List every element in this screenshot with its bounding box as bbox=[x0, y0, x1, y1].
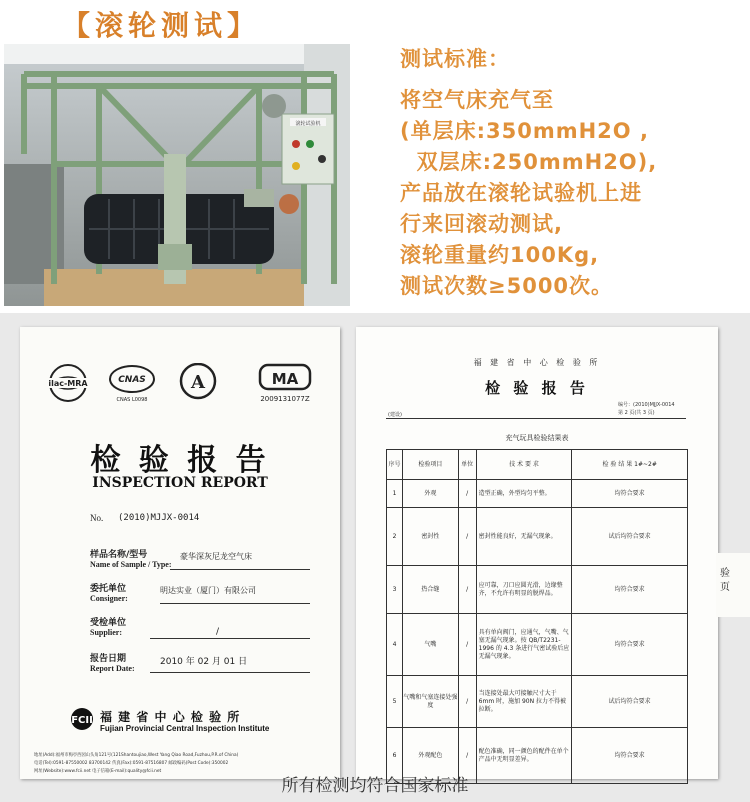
report-result-page bbox=[356, 327, 718, 779]
row-cell: 4 bbox=[387, 614, 403, 676]
table-row bbox=[387, 480, 688, 508]
svg-text:2009131077Z: 2009131077Z bbox=[260, 395, 310, 403]
result-report-no: 编号：(2010)MJJX-0014 bbox=[618, 402, 675, 408]
fcii-logo bbox=[70, 707, 94, 735]
footer-line: 电话(Tel):0591-87550002 83700142 传真(Fax):0591-87516807 邮政编码(Post Code):350002 bbox=[34, 761, 229, 766]
consignor-value: 明达实业（厦门）有限公司 bbox=[160, 586, 256, 595]
result-rule bbox=[386, 418, 686, 419]
row-cell: 均符合要求 bbox=[572, 566, 688, 614]
ma-logo bbox=[252, 363, 318, 409]
svg-text:MA: MA bbox=[271, 370, 299, 388]
institute-name-cn: 福 建 省 中 心 检 验 所 bbox=[100, 710, 241, 724]
roller-test-photo bbox=[4, 44, 350, 306]
header-cell: 序号 bbox=[387, 450, 403, 480]
table-row bbox=[387, 614, 688, 676]
row-cell: 均符合要求 bbox=[572, 728, 688, 784]
test-standard-line: 将空气床充气至 bbox=[400, 88, 554, 112]
next-page-edge bbox=[716, 553, 750, 617]
test-standard-heading: 测试标准： bbox=[400, 47, 510, 71]
cnas-logo bbox=[106, 363, 158, 409]
row-cell: 当连接处最大可接触尺寸大于6mm 时，施加 90N 拉力不得被拉断。 bbox=[476, 676, 572, 728]
report-no-value: (2010)MJJX-0014 bbox=[118, 513, 200, 523]
table-row bbox=[387, 566, 688, 614]
row-cell: 应可靠，刀口应圆光滑，边缘整齐，不允许有明显的脱焊品。 bbox=[476, 566, 572, 614]
footer-line: 地址(Add):福州市梅亭西园山头角121号(121Shantoujiao,West Yang Qiao Road,Fuzhou,P.R.of China) bbox=[34, 753, 239, 758]
header-cell: 单位 bbox=[458, 450, 476, 480]
test-standard-line: 双层床:250mmH2O), bbox=[400, 150, 658, 174]
svg-text:CNAS: CNAS bbox=[118, 375, 146, 385]
top-section bbox=[0, 0, 750, 313]
consignor-label-cn: 委托单位 bbox=[90, 584, 127, 594]
result-title: 检 验 报 告 bbox=[485, 379, 589, 397]
test-standard-line: 滚轮重量约100Kg, bbox=[400, 243, 600, 267]
row-cell: 造型正确，外型均匀平整。 bbox=[476, 480, 572, 508]
test-standard-panel bbox=[400, 44, 745, 302]
table-row bbox=[387, 508, 688, 566]
svg-text:FCII: FCII bbox=[71, 715, 93, 726]
row-cell: 外观配色 bbox=[402, 728, 458, 784]
svg-text:CAL: CAL bbox=[197, 402, 199, 403]
row-cell: 均符合要求 bbox=[572, 480, 688, 508]
row-cell: 具有单向阀门，应通气，气嘴、气塞无漏气现象。按 QB/T2231-1996 的 4.3 条进行气密试验后应无漏气现象。 bbox=[476, 614, 572, 676]
svg-text:CNAS L0098: CNAS L0098 bbox=[116, 397, 148, 403]
header-cell: 检验项目 bbox=[402, 450, 458, 480]
svg-text:A: A bbox=[191, 372, 205, 393]
supplier-label-cn: 受检单位 bbox=[90, 618, 127, 628]
consignor-label-en: Consigner: bbox=[90, 594, 128, 603]
header-cell: 检 验 结 果 1#~2# bbox=[572, 450, 688, 480]
row-cell: 试后均符合要求 bbox=[572, 676, 688, 728]
svg-text:ilac-MRA: ilac-MRA bbox=[48, 379, 88, 388]
date-label-cn: 报告日期 bbox=[90, 654, 127, 664]
date-value: 2010 年 02 月 01 日 bbox=[160, 657, 248, 667]
row-cell: 1 bbox=[387, 480, 403, 508]
result-org: 福 建 省 中 心 检 验 所 bbox=[473, 358, 601, 367]
table-row bbox=[387, 676, 688, 728]
supplier-value: / bbox=[216, 627, 220, 637]
banner-title: 【滚轮测试】 bbox=[62, 9, 261, 42]
test-standard-line: 测试次数≥5000次。 bbox=[400, 274, 614, 298]
row-cell: 6 bbox=[387, 728, 403, 784]
row-cell: 5 bbox=[387, 676, 403, 728]
date-label-en: Report Date: bbox=[90, 664, 135, 673]
date-underline bbox=[150, 672, 310, 673]
sample-label-en: Name of Sample / Type: bbox=[90, 560, 172, 569]
table-header-row bbox=[387, 450, 688, 480]
header-cell: 技 术 要 求 bbox=[476, 450, 572, 480]
result-table bbox=[386, 449, 688, 784]
caption: 所有检测均符合国家标准 bbox=[281, 776, 469, 796]
report-title-cn: 检 验 报 告 bbox=[90, 443, 270, 478]
consignor-underline bbox=[160, 603, 310, 604]
row-cell: / bbox=[458, 676, 476, 728]
result-stamp: (建设) bbox=[388, 412, 402, 418]
roller-machine-illustration bbox=[4, 44, 350, 306]
row-cell: 气嘴和气塞连接处强度 bbox=[402, 676, 458, 728]
row-cell: / bbox=[458, 508, 476, 566]
row-cell: 外观 bbox=[402, 480, 458, 508]
row-cell: 均符合要求 bbox=[572, 614, 688, 676]
sample-value: 豪华深灰尼龙空气床 bbox=[180, 552, 252, 561]
row-cell: / bbox=[458, 728, 476, 784]
row-cell: 配色准确，同一颜色的配件在单个产品中无明显差异。 bbox=[476, 728, 572, 784]
row-cell: 密封性 bbox=[402, 508, 458, 566]
row-cell: 2 bbox=[387, 508, 403, 566]
report-cover bbox=[20, 327, 340, 779]
test-standard-line: 产品放在滚轮试验机上进 bbox=[400, 181, 642, 205]
bottom-section bbox=[0, 313, 750, 802]
row-cell: / bbox=[458, 480, 476, 508]
institute-name-en: Fujian Provincial Central Inspection Institute bbox=[100, 724, 270, 733]
row-cell: 密封性能良好，无漏气现象。 bbox=[476, 508, 572, 566]
test-standard-line: 行来回滚动测试, bbox=[400, 212, 563, 236]
row-cell: 3 bbox=[387, 566, 403, 614]
row-cell: 试后均符合要求 bbox=[572, 508, 688, 566]
footer-line: 网址(Website):www.fcii.net 电子信箱(E-mail):quality@fcii.net bbox=[34, 769, 162, 774]
row-cell: / bbox=[458, 614, 476, 676]
edge-text: 验 页 bbox=[720, 568, 730, 593]
sample-underline bbox=[170, 569, 310, 570]
report-title-en: INSPECTION REPORT bbox=[92, 475, 268, 491]
report-no-label: No. bbox=[90, 513, 104, 523]
machine-label: 滚轮试验机 bbox=[295, 121, 321, 127]
row-cell: / bbox=[458, 566, 476, 614]
cal-logo bbox=[174, 363, 222, 407]
ilac-mra-logo bbox=[42, 363, 94, 407]
result-page: 第 2 页(共 3 页) bbox=[618, 410, 655, 416]
result-table-title: 充气玩具检验结果表 bbox=[505, 434, 569, 442]
test-standard-line: (单层床:350mmH2O , bbox=[400, 119, 649, 143]
supplier-underline bbox=[150, 638, 310, 639]
row-cell: 气嘴 bbox=[402, 614, 458, 676]
row-cell: 热合缝 bbox=[402, 566, 458, 614]
supplier-label-en: Supplier: bbox=[90, 628, 123, 637]
sample-label-cn: 样品名称/型号 bbox=[90, 550, 148, 560]
